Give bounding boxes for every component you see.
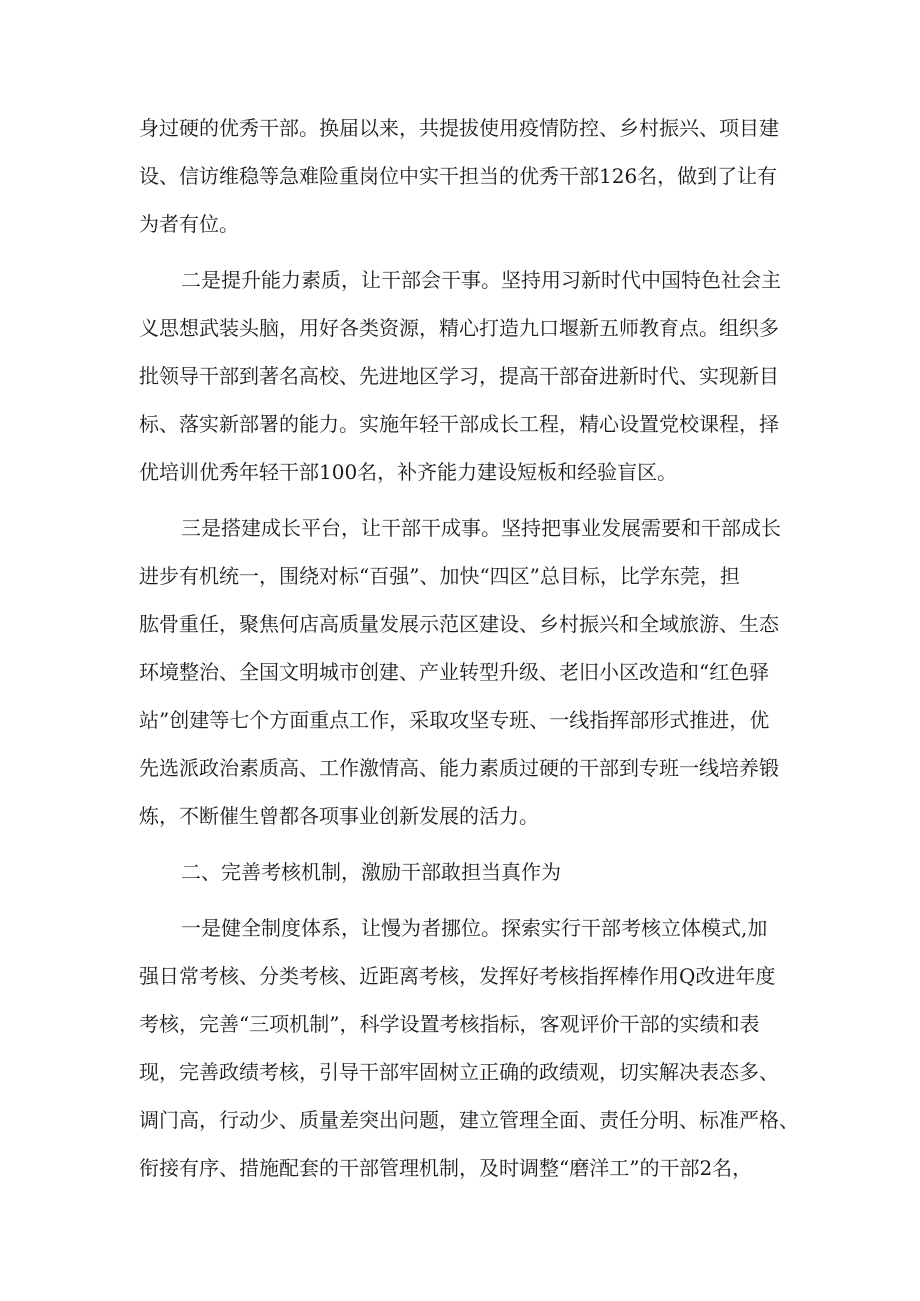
text-line-content: 站”创建等七个方面重点工作，采取攻坚专班、一线指挥部形式推进，优 xyxy=(139,708,770,732)
text-line-content: 批领导干部到著名高校、先进地区学习，提高干部奋进新时代、实现新目 xyxy=(139,364,779,388)
text-line-content: 标、落实新部署的能力。实施年轻干部成长工程，精心设置党校课程，择 xyxy=(139,412,779,436)
text-line xyxy=(0,904,920,952)
text-line xyxy=(0,504,920,552)
text-line xyxy=(0,792,920,840)
text-line xyxy=(0,352,920,400)
text-line xyxy=(0,304,920,352)
text-line-content: 现，完善政绩考核，引导干部牢固树立正确的政绩观，切实解决表态多、 xyxy=(139,1060,779,1084)
text-line xyxy=(0,200,920,248)
text-line xyxy=(0,400,920,448)
text-line xyxy=(0,256,920,304)
text-line-content: 强日常考核、分类考核、近距离考核，发挥好考核指挥棒作用Q改进年度 xyxy=(139,964,776,988)
section-heading-text: 二、完善考核机制，激励干部敢担当真作为 xyxy=(181,860,561,884)
text-line-content: 先选派政治素质高、工作激情高、能力素质过硬的干部到专班一线培养锻 xyxy=(139,756,779,780)
text-line xyxy=(0,152,920,200)
text-line xyxy=(0,696,920,744)
text-line-content: 为者有位。 xyxy=(139,212,239,236)
text-line xyxy=(0,952,920,1000)
text-line-content: 调门高，行动少、质量差突出问题，建立管理全面、责任分明、标准严格、 xyxy=(139,1108,799,1132)
text-line xyxy=(0,1000,920,1048)
text-line-content: 衔接有序、措施配套的干部管理机制，及时调整“磨洋工”的干部2名， xyxy=(139,1156,753,1180)
text-line xyxy=(0,104,920,152)
text-line-content: 环境整治、全国文明城市创建、产业转型升级、老旧小区改造和“红色驿 xyxy=(139,660,770,684)
text-line-content: 考核，完善“三项机制”，科学设置考核指标，客观评价干部的实绩和表 xyxy=(139,1012,760,1036)
section-heading xyxy=(0,848,920,896)
text-line-content: 进步有机统一，围绕对标“百强”、加快“四区”总目标，比学东莞，担 xyxy=(139,564,740,588)
text-line-content: 优培训优秀年轻干部100名，补齐能力建设短板和经验盲区。 xyxy=(139,460,678,484)
text-line-content: 身过硬的优秀干部。换届以来，共提拔使用疫情防控、乡村振兴、项目建 xyxy=(139,116,779,140)
text-line-content: 炼，不断催生曾都各项事业创新发展的活力。 xyxy=(139,804,539,828)
text-line xyxy=(0,1048,920,1096)
text-line xyxy=(0,600,920,648)
text-line xyxy=(0,1144,920,1192)
text-line-content: 二是提升能力素质，让干部会干事。坚持用习新时代中国特色社会主 xyxy=(181,268,781,292)
text-line-content: 义思想武装头脑，用好各类资源，精心打造九口堰新五师教育点。组织多 xyxy=(139,316,779,340)
text-line-content: 肱骨重任，聚焦何店高质量发展示范区建设、乡村振兴和全域旅游、生态 xyxy=(139,612,779,636)
text-line xyxy=(0,648,920,696)
text-line xyxy=(0,744,920,792)
text-line-content: 设、信访维稳等急难险重岗位中实干担当的优秀干部126名，做到了让有 xyxy=(139,164,778,188)
text-line-content: 三是搭建成长平台，让干部干成事。坚持把事业发展需要和干部成长 xyxy=(181,516,781,540)
text-line xyxy=(0,1096,920,1144)
text-line xyxy=(0,552,920,600)
text-line xyxy=(0,448,920,496)
text-line-content: 一是健全制度体系，让慢为者挪位。探索实行干部考核立体模式,加 xyxy=(181,916,768,940)
